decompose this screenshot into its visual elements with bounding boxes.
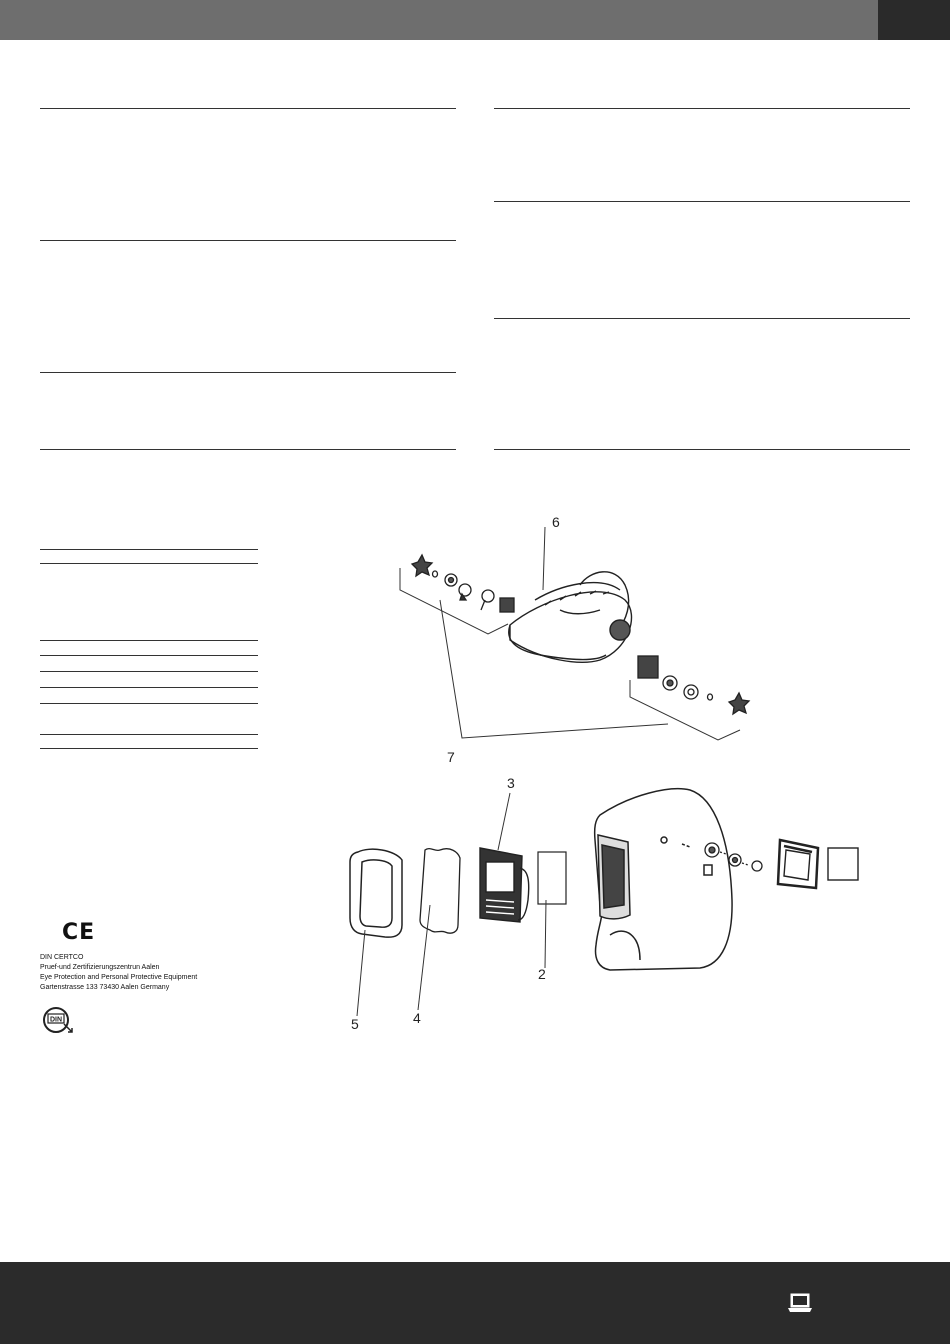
callout-5: 5 <box>351 1016 359 1032</box>
callout-3: 3 <box>507 775 515 791</box>
section-rule <box>40 240 456 241</box>
cert-line: Eye Protection and Personal Protective Equipment <box>40 974 198 981</box>
header-bar <box>0 0 950 40</box>
callout-2: 2 <box>538 966 546 982</box>
callout-7: 7 <box>447 749 455 765</box>
section-rule <box>40 108 456 109</box>
certification-block <box>40 953 197 993</box>
adf-cartridge-part <box>480 848 529 922</box>
section-rule <box>494 108 910 109</box>
ce-mark: CE <box>62 920 96 945</box>
table-rule <box>40 549 258 550</box>
svg-text:DIN: DIN <box>49 1016 63 1024</box>
table-rule <box>40 671 258 672</box>
section-rule <box>494 318 910 319</box>
table-rule <box>40 734 258 735</box>
cert-body: DIN CERTCO <box>40 954 84 961</box>
leader-lines <box>357 527 546 1016</box>
din-certco-logo <box>42 1006 76 1034</box>
table-rule <box>40 640 258 641</box>
callout-4: 4 <box>413 1010 421 1026</box>
section-rule <box>40 449 456 450</box>
inner-lens-part <box>538 852 566 904</box>
right-knob-assembly <box>638 656 749 714</box>
helmet-shell <box>595 789 732 970</box>
side-window-parts <box>778 840 858 888</box>
footer-bar <box>0 1262 950 1344</box>
cert-line: Pruef-und Zertifizierungszentrun Aalen <box>40 964 160 971</box>
table-rule <box>40 687 258 688</box>
cert-line: Gartenstrasse 133 73430 Aalen Germany <box>40 984 170 991</box>
exploded-parts-diagram <box>330 500 910 1060</box>
table-rule <box>40 655 258 656</box>
callout-6: 6 <box>552 514 560 530</box>
laptop-icon <box>786 1292 814 1314</box>
section-rule <box>494 449 910 450</box>
section-rule <box>494 201 910 202</box>
section-rule <box>40 372 456 373</box>
header-tab <box>878 0 950 40</box>
table-rule <box>40 563 258 564</box>
table-rule <box>40 748 258 749</box>
outer-frame-part <box>350 849 402 937</box>
cover-lens-part <box>420 849 460 934</box>
headgear-harness <box>509 572 632 662</box>
table-rule <box>40 703 258 704</box>
